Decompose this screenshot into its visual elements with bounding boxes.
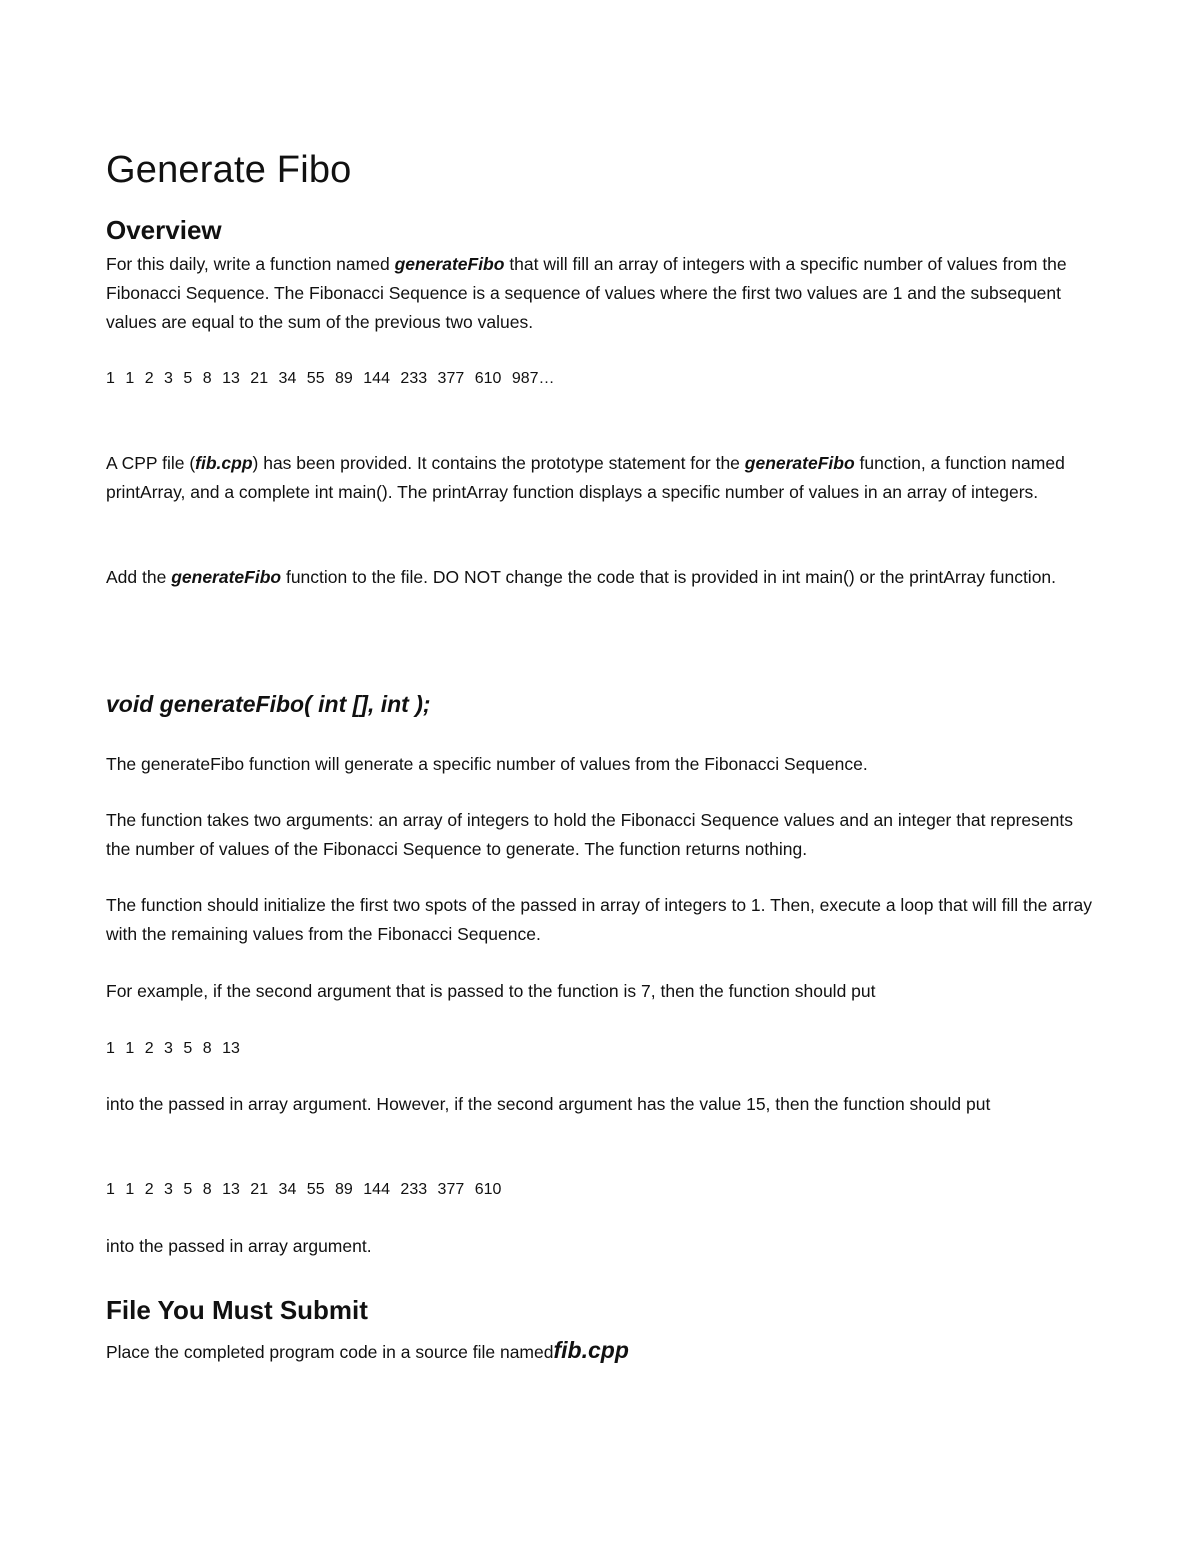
overview-p2-text-c: function, a function named printArray, and a complete int main(). The printArray function displays a specific number of values in an array of integers. [106, 453, 1065, 502]
overview-p2-text-b: ) has been provided. It contains the prototype statement for the [252, 453, 745, 473]
submit-text: Place the completed program code in a source file named [106, 1342, 554, 1362]
overview-p1-text-a: For this daily, write a function named [106, 254, 395, 274]
overview-paragraph-2 [106, 449, 1096, 507]
submit-file-name: fib.cpp [553, 1337, 629, 1363]
details-paragraph-4: For example, if the second argument that is passed to the function is 7, then the function should put [106, 981, 876, 1001]
overview-p3-text-b: function to the file. DO NOT change the code that is provided in int main() or the printArray function. [281, 567, 1057, 587]
overview-p1-text-b: that will fill an array of integers with a specific number of values from the Fibonacci Sequence. The Fibonacci Sequence is a sequence of values where the first two values are 1 and the subsequent values are equal to the sum of the previous two values. [106, 254, 1067, 332]
fibonacci-sequence-example: 1 1 2 3 5 8 13 21 34 55 89 144 233 377 610 987… [106, 370, 555, 387]
details-paragraph-3: The function should initialize the first two spots of the passed in array of integers to 1. Then, execute a loop that will fill the array with the remaining values from the Fibonacci Sequence. [106, 895, 1093, 944]
function-name-emphasis: generateFibo [394, 254, 505, 274]
file-name-emphasis: fib.cpp [195, 453, 253, 473]
details-paragraph-5: into the passed in array argument. However, if the second argument has the value 15, then the function should put [106, 1094, 991, 1114]
details-paragraph-1: The generateFibo function will generate a specific number of values from the Fibonacci Sequence. [106, 754, 868, 774]
submit-heading: File You Must Submit [106, 1295, 368, 1325]
fibonacci-sequence-7: 1 1 2 3 5 8 13 [106, 1040, 240, 1057]
function-name-emphasis: generateFibo [744, 453, 855, 473]
overview-paragraph-3 [106, 563, 1096, 592]
page-title: Generate Fibo [106, 149, 352, 191]
fibonacci-sequence-15: 1 1 2 3 5 8 13 21 34 55 89 144 233 377 610 [106, 1181, 502, 1198]
overview-p2-text-a: A CPP file ( [106, 453, 196, 473]
overview-heading: Overview [106, 215, 222, 245]
submit-paragraph [106, 1336, 1096, 1367]
function-prototype: void generateFibo( int [], int ); [106, 691, 431, 717]
overview-paragraph-1 [106, 250, 1096, 337]
overview-p3-text-a: Add the [106, 567, 172, 587]
details-paragraph-6: into the passed in array argument. [106, 1236, 372, 1256]
details-paragraph-2: The function takes two arguments: an array of integers to hold the Fibonacci Sequence values and an integer that represents the number of values of the Fibonacci Sequence to generate. The function returns nothing. [106, 810, 1073, 859]
function-name-emphasis: generateFibo [171, 567, 282, 587]
